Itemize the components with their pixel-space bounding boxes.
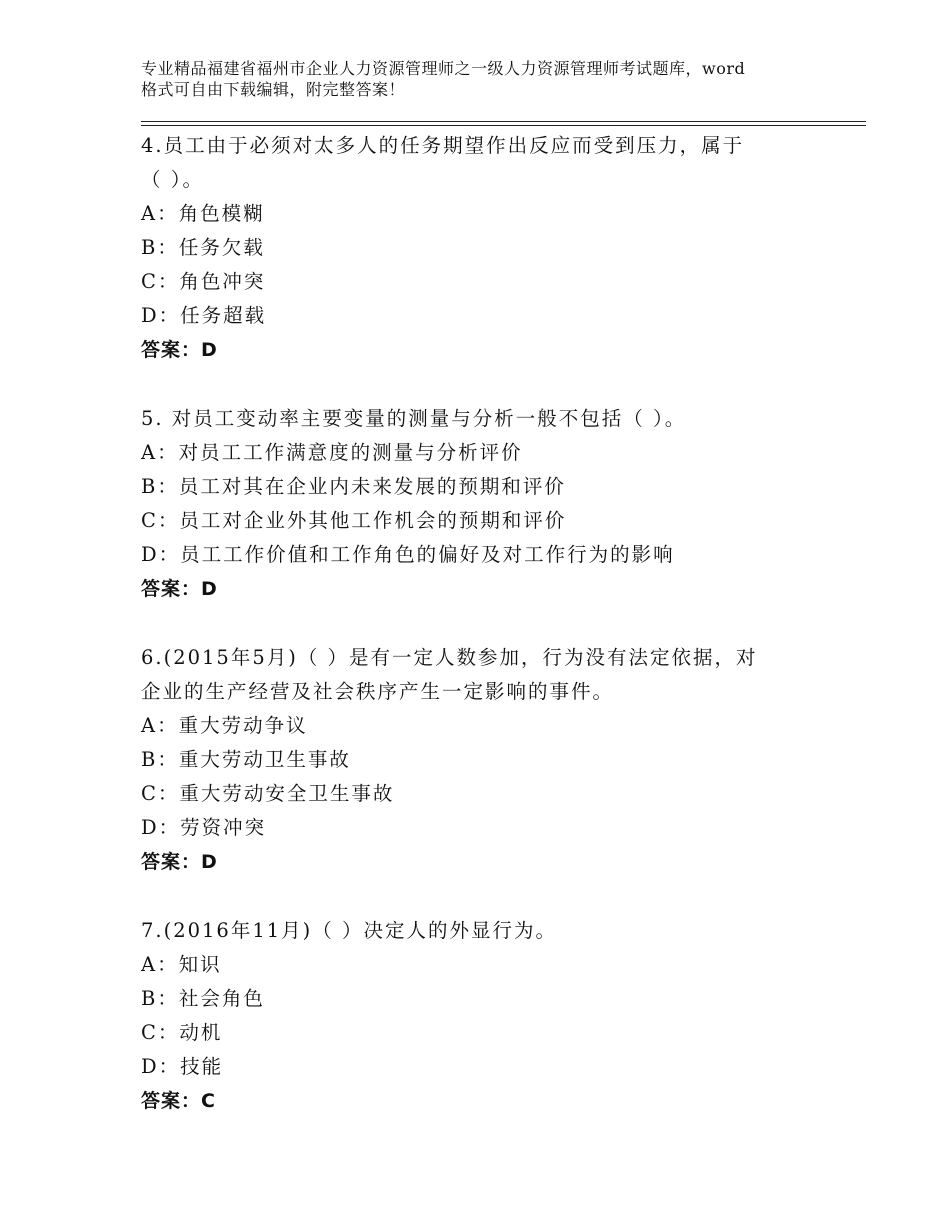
option-c: C：员工对企业外其他工作机会的预期和评价: [141, 509, 567, 532]
question-spacer: [141, 606, 841, 641]
question-text-line: 5. 对员工变动率主要变量的测量与分析一般不包括（ ）。: [141, 407, 687, 430]
question-text-line: 4.员工由于必须对太多人的任务期望作出反应而受到压力，属于: [141, 134, 745, 157]
option-d: D：任务超载: [141, 304, 267, 327]
answer: 答案：D: [141, 578, 218, 600]
option-a: A：对员工工作满意度的测量与分析评价: [141, 441, 523, 464]
question-spacer: [141, 367, 841, 402]
option-a: A：角色模糊: [141, 202, 265, 225]
answer: 答案：C: [141, 1090, 216, 1112]
question-5: [141, 402, 841, 606]
option-d: D：劳资冲突: [141, 816, 267, 839]
header-line-2: 格式可自由下载编辑，附完整答案！: [141, 80, 406, 99]
answer: 答案：D: [141, 339, 218, 361]
question-7: [141, 914, 841, 1118]
option-c: C：重大劳动安全卫生事故: [141, 782, 395, 805]
option-b: B：员工对其在企业内未来发展的预期和评价: [141, 475, 566, 498]
option-c: C：动机: [141, 1021, 223, 1044]
question-list: [141, 129, 841, 1118]
header-divider-top: [141, 121, 866, 122]
question-6: [141, 641, 841, 879]
header-line-1: 专业精品福建省福州市企业人力资源管理师之一级人力资源管理师考试题库，word: [141, 59, 746, 78]
question-text-line: 6.(2015年5月)（ ）是有一定人数参加，行为没有法定依据，对: [141, 646, 758, 669]
option-b: B：社会角色: [141, 987, 265, 1010]
question-spacer: [141, 879, 841, 914]
header-divider-bottom: [141, 125, 866, 126]
option-c: C：角色冲突: [141, 270, 266, 293]
question-text-line: 企业的生产经营及社会秩序产生一定影响的事件。: [141, 680, 615, 703]
option-d: D：技能: [141, 1055, 224, 1078]
answer: 答案：D: [141, 851, 218, 873]
question-4: [141, 129, 841, 367]
document-header: [141, 58, 831, 100]
option-a: A：知识: [141, 953, 222, 976]
option-b: B：任务欠载: [141, 236, 265, 259]
option-d: D：员工工作价值和工作角色的偏好及对工作行为的影响: [141, 543, 675, 566]
question-text-line: 7.(2016年11月)（ ）决定人的外显行为。: [141, 919, 557, 942]
option-b: B：重大劳动卫生事故: [141, 748, 351, 771]
option-a: A：重大劳动争议: [141, 714, 308, 737]
question-text-line: （ ）。: [141, 168, 204, 191]
